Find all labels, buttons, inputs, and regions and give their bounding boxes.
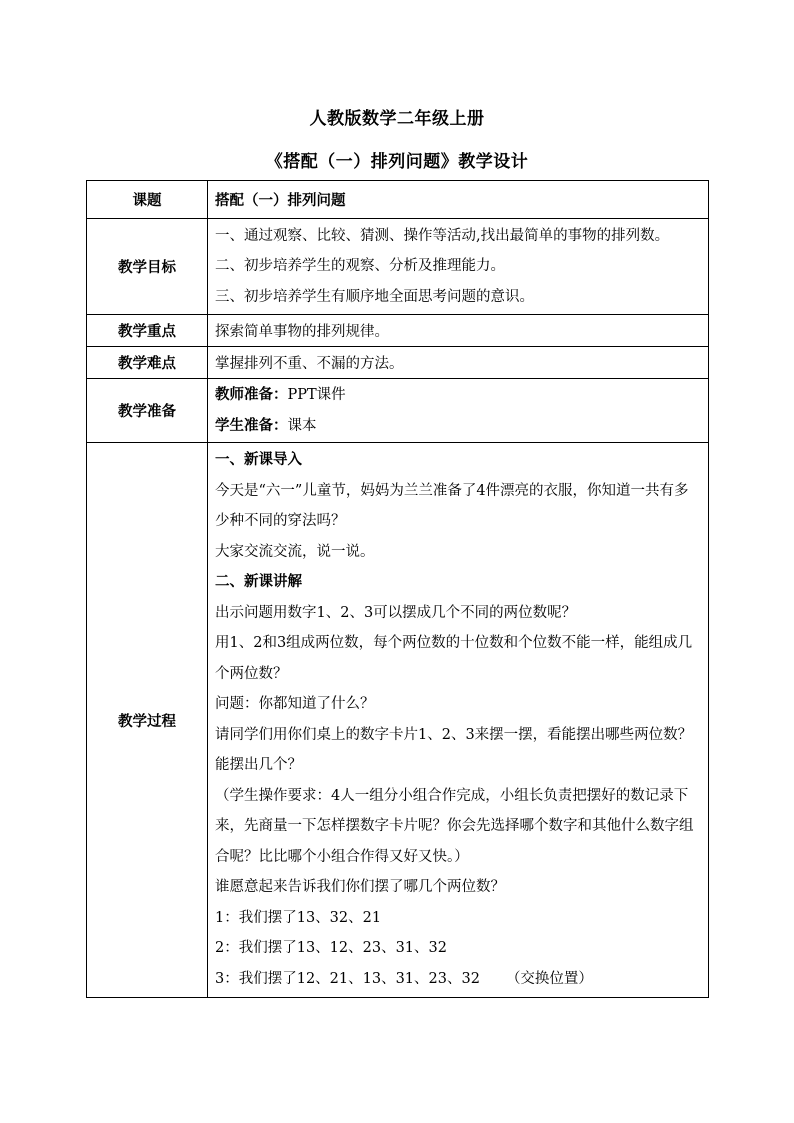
lesson-plan-table [86, 180, 709, 998]
key-point-label: 教学重点 [87, 315, 208, 347]
difficulty-label: 教学难点 [87, 347, 208, 379]
paragraph: 大家交流交流，说一说。 [215, 543, 375, 560]
answer-line: 1：我们摆了13、32、21 [215, 909, 382, 926]
difficulty-value: 掌握排列不重、不漏的方法。 [208, 347, 709, 379]
paragraph: 用1、2和3组成两位数，每个两位数的十位数和个位数不能一样，能组成几个两位数？ [215, 635, 693, 682]
paragraph: 请同学们用你们桌上的数字卡片1、2、3来摆一摆，看能摆出哪些两位数？能摆出几个？ [215, 726, 693, 773]
objective-item: 三、初步培养学生有顺序地全面思考问题的意识。 [215, 288, 534, 305]
preparation-content [208, 379, 709, 443]
topic-label: 课题 [87, 181, 208, 219]
table-row-preparation [87, 379, 709, 443]
student-prep-value: 课本 [287, 417, 317, 434]
answer-line: 2：我们摆了13、12、23、31、32 [215, 940, 447, 956]
preparation-label: 教学准备 [87, 379, 208, 443]
paragraph: 问题：你都知道了什么？ [215, 696, 375, 712]
objectives-content [208, 219, 709, 315]
table-row-key-point [87, 315, 709, 347]
table-row-objectives [87, 219, 709, 315]
answer-line: 3：我们摆了12、21、13、31、23、32 [215, 970, 480, 987]
table-row-process [87, 443, 709, 998]
paragraph: 今天是“六一”儿童节，妈妈为兰兰准备了4件漂亮的衣服，你知道一共有多少种不同的穿法吗？ [215, 482, 689, 529]
teacher-prep-value: PPT课件 [287, 387, 346, 403]
paragraph: （学生操作要求：4人一组分小组合作完成，小组长负责把摆好的数记录下来，先商量一下怎样摆数字卡片呢？你会先选择哪个数字和其他什么数字组合呢？比比哪个小组合作得又好又快。） [215, 787, 694, 865]
teacher-prep-label: 教师准备： [215, 386, 288, 403]
paragraph: 谁愿意起来告诉我们你们摆了哪几个两位数？ [215, 879, 505, 895]
document-title: 人教版数学二年级上册 [309, 109, 485, 129]
objectives-label: 教学目标 [87, 219, 208, 315]
key-point-value: 探索简单事物的排列规律。 [208, 315, 709, 347]
process-content [208, 443, 709, 998]
paragraph: 出示问题用数字1、2、3可以摆成几个不同的两位数呢？ [215, 604, 577, 621]
student-prep-label: 学生准备： [215, 416, 288, 434]
section-title: 一、新课导入 [215, 451, 302, 468]
document-subtitle: 《搭配（一）排列问题》教学设计 [265, 152, 529, 172]
answer-note: （交换位置） [505, 970, 593, 987]
table-row-topic [87, 181, 709, 219]
process-label: 教学过程 [87, 443, 208, 998]
objective-item: 一、通过观察、比较、猜测、操作等活动,找出最简单的事物的排列数。 [215, 227, 670, 244]
table-row-difficulty [87, 347, 709, 379]
objective-item: 二、初步培养学生的观察、分析及推理能力。 [215, 258, 505, 275]
topic-value: 搭配（一）排列问题 [208, 181, 709, 219]
section-title: 二、新课讲解 [215, 573, 302, 590]
